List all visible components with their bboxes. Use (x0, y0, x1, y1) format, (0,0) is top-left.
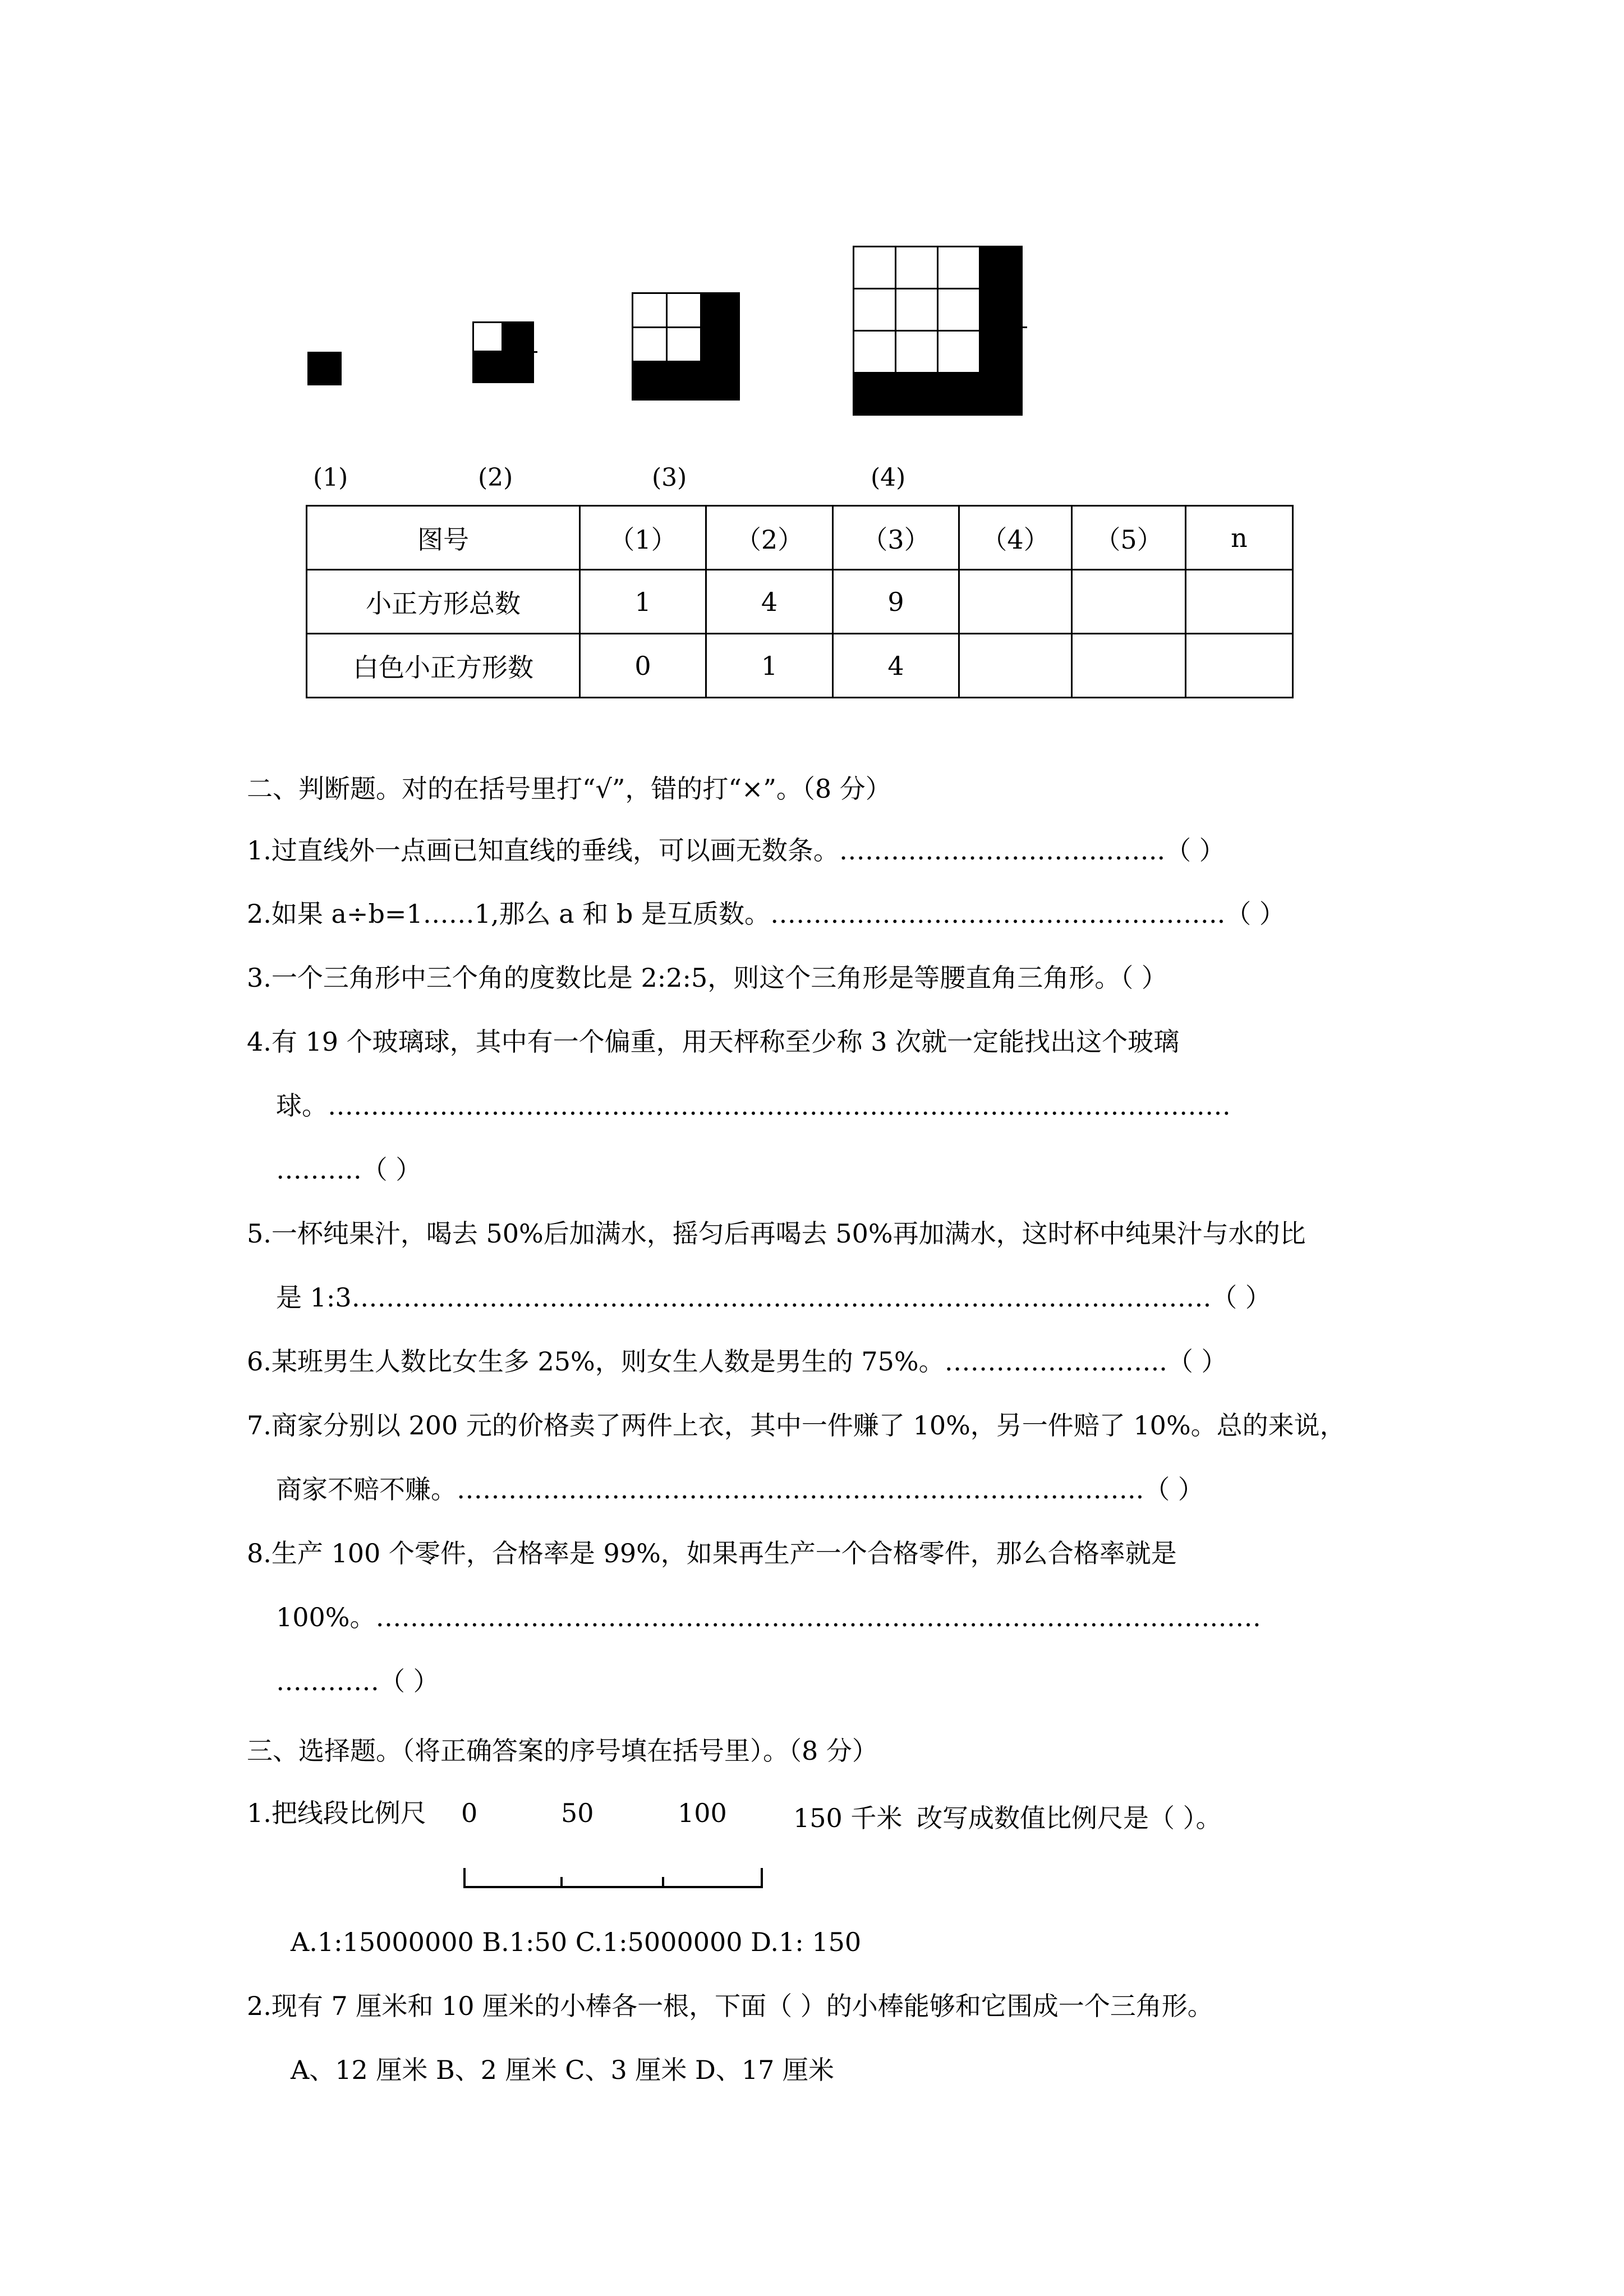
choice-q1-suffix: 改写成数值比例尺是（ ）。 (917, 1803, 1222, 1833)
judgment-item-4-cont: 球。…………………………………………………………………………………………… (276, 1091, 1231, 1121)
judgment-item-7-cont: 商家不赔不赚。……………………………………………………………………..（ ） (276, 1474, 1204, 1504)
table-cell: （5） (1072, 506, 1186, 570)
figure-1 (307, 352, 342, 385)
judgment-item-8-cont: 100%。…………………………………………………………………………………….…… (276, 1602, 1262, 1632)
scale-ruler-tick (560, 1877, 563, 1888)
scale-label-100: 100 (678, 1798, 727, 1828)
scale-ruler-tick (463, 1868, 466, 1888)
answer-cell[interactable] (1186, 570, 1293, 634)
table-cell: （3） (833, 506, 959, 570)
table-cell: （2） (706, 506, 833, 570)
table-cell: 9 (833, 570, 959, 634)
scale-ruler (463, 1886, 763, 1888)
judgment-item-3: 3.一个三角形中三个角的度数比是 2:2:5，则这个三角形是等腰直角三角形。（ ） (247, 963, 1167, 993)
section3-title: 三、选择题。（将正确答案的序号填在括号里）。（8 分） (247, 1736, 878, 1766)
table-cell: 小正方形总数 (307, 570, 580, 634)
table-cell: （4） (959, 506, 1072, 570)
table-cell: （1） (580, 506, 706, 570)
choice-q1-options: A.1:15000000 B.1:50 C.1:5000000 D.1: 150 (291, 1927, 862, 1957)
judgment-item-1: 1.过直线外一点画已知直线的垂线，可以画无数条。………………………………..（ ） (247, 835, 1225, 866)
choice-q2: 2.现有 7 厘米和 10 厘米的小棒各一根，下面（ ）的小棒能够和它围成一个三角形。 (247, 1991, 1213, 2021)
table-cell: 1 (706, 634, 833, 698)
scale-ruler-tick (662, 1877, 664, 1888)
answer-cell[interactable] (959, 570, 1072, 634)
choice-q2-options: A、12 厘米 B、2 厘米 C、3 厘米 D、17 厘米 (291, 2055, 835, 2085)
table-row (307, 634, 1293, 698)
figure-3 (632, 292, 740, 401)
answer-cell[interactable] (959, 634, 1072, 698)
figure-2 (472, 321, 534, 383)
table-cell: 4 (833, 634, 959, 698)
judgment-item-4: 4.有 19 个玻璃球，其中有一个偏重，用天枰称至少称 3 次就一定能找出这个玻璃 (247, 1027, 1180, 1057)
judgment-item-5-cont: 是 1:3……………………………………………………………………………………….（ ） (276, 1282, 1271, 1313)
figure-label-2: (2) (478, 463, 513, 492)
table-cell: 白色小正方形数 (307, 634, 580, 698)
table-cell: 0 (580, 634, 706, 698)
figure-label-4: (4) (871, 463, 906, 492)
figure-label-1: (1) (313, 463, 348, 492)
answer-cell[interactable] (1072, 570, 1186, 634)
figure-2-tick (534, 351, 537, 353)
table-row (307, 570, 1293, 634)
table-cell: 图号 (307, 506, 580, 570)
scale-label-150: 150 千米 (793, 1803, 903, 1833)
scale-ruler-tick (761, 1868, 763, 1888)
answer-cell[interactable] (1072, 634, 1186, 698)
table-header-row (307, 506, 1293, 570)
table-cell: 4 (706, 570, 833, 634)
figure-4 (853, 246, 1023, 416)
judgment-item-7: 7.商家分别以 200 元的价格卖了两件上衣，其中一件赚了 10%，另一件赔了 10%。总的来说， (247, 1410, 1346, 1441)
pattern-table (306, 505, 1294, 698)
table-cell: 1 (580, 570, 706, 634)
judgment-item-8-cont2: …………（ ） (276, 1666, 439, 1696)
judgment-item-6: 6.某班男生人数比女生多 25%，则女生人数是男生的 75%。……………………..（ ） (247, 1346, 1227, 1377)
answer-cell[interactable] (1186, 634, 1293, 698)
figure-label-3: (3) (652, 463, 687, 492)
section2-title: 二、判断题。对的在括号里打“√”，错的打“×”。（8 分） (247, 774, 891, 804)
scale-label-50: 50 (561, 1798, 594, 1828)
judgment-item-5: 5.一杯纯果汁，喝去 50%后加满水，摇匀后再喝去 50%再加满水，这时杯中纯果汁与水的比 (247, 1218, 1306, 1249)
judgment-item-2: 2.如果 a÷b=1……1,那么 a 和 b 是互质数。……………………………………………..（ ） (247, 899, 1285, 929)
figure-4-tick (1023, 326, 1027, 328)
table-cell: n (1186, 506, 1293, 570)
choice-q1-prefix: 1.把线段比例尺 (247, 1798, 426, 1828)
scale-label-0: 0 (461, 1798, 478, 1828)
judgment-item-8: 8.生产 100 个零件，合格率是 99%，如果再生产一个合格零件，那么合格率就是 (247, 1538, 1177, 1568)
judgment-item-4-cont2: ……….（ ） (276, 1154, 422, 1185)
